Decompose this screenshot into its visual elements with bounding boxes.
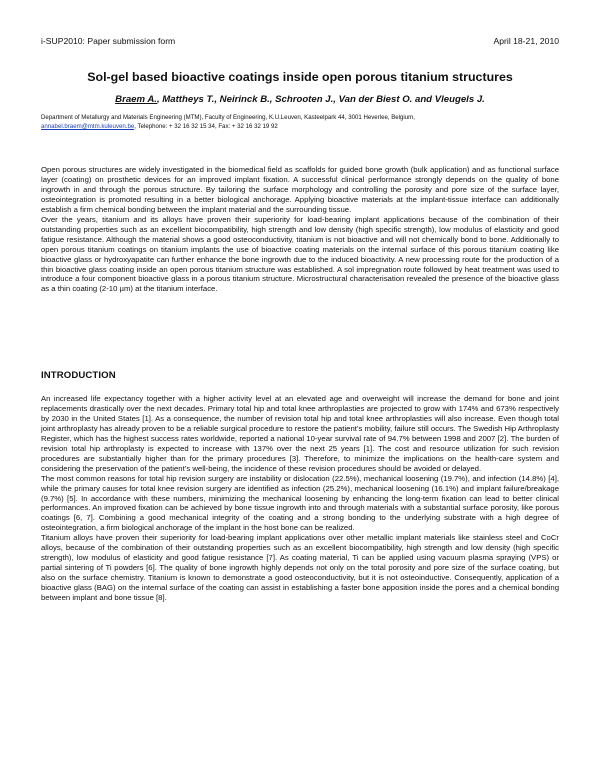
section-heading-introduction: INTRODUCTION bbox=[41, 370, 116, 381]
affiliation bbox=[41, 114, 561, 131]
introduction-body bbox=[41, 394, 559, 603]
affiliation-contact: , Telephone: + 32 16 32 15 34, Fax: + 32 16 32 19 92 bbox=[134, 122, 278, 130]
presenting-author: Braem A. bbox=[115, 94, 157, 105]
header-date: April 18-21, 2010 bbox=[493, 36, 559, 46]
affiliation-address: Department of Metallurgy and Materials Engineering (MTM), Faculty of Engineering, K.U.Leuven, Kasteelpark 44, 3001 Heverlee, Belgium, bbox=[41, 114, 415, 121]
abstract-paragraph: Over the years, titanium and its alloys have proven their superiority for load-bearing implant applications because of the combination of their outstanding properties such as an excellent biocompatibility, high strength and low density (high specific strength), low modulus of elasticity and good fatigue resistance. Although the material shows a good osteoconductivity, titanium is not bioactive and will not chemically bond to bone. Additionally to open porous titanium coatings on titanium implants the use of bioactive coating materials on the internal surface of this porous titanium coating like bioactive glass or hydroxyapatite can further enhance the bone ingrowth due to the induced bioactivity. A new processing route for the production of a thin bioactive glass coating inside an open porous titanium structure was established. A sol impregnation route followed by heat treatment was used to introduce a four component bioactive glass in a porous titanium structure. Microstructural characterisation revealed the presence of the bioactive glass as a thin coating (2-10 µm) at the titanium interface. bbox=[41, 214, 559, 294]
paper-title: Sol-gel based bioactive coatings inside open porous titanium structures bbox=[87, 70, 513, 84]
header-conference: i-SUP2010: Paper submission form bbox=[41, 36, 176, 46]
body-paragraph: An increased life expectancy together with a higher activity level at an elevated age and overweight will increase the demand for bone and joint replacements drastically over the next decades. Primary total hip and total knee arthroplasties are projected to grow with 174% and 673% respectively by 2030 in the United States [1]. As a consequence, the number of revision total hip and total knee arthroplasties will also increase. Even though total joint arthroplasty has already proven to be a reliable surgical procedure to restore the patient’s mobility, failure still occurs. The Swedish Hip Arthroplasty Register, which has the highest success rates worldwide, reported a national 10-year survival rate of 94.7% between 1998 and 2007 [2]. The burden of revision total hip arthroplasty is expected to increase with 137% over the next 25 years [1]. The cost and resource utilization for such revision procedures are substantially higher than for the primary procedures [3]. Therefore, to minimize the implications on the health-care system and considering the preservation of the patient’s well-being, the incidence of these revision procedures should be avoided or delayed. bbox=[41, 394, 559, 473]
author-list bbox=[0, 94, 600, 106]
email-link[interactable]: annabel.braem@mtm.kuleuven.be bbox=[41, 122, 135, 130]
body-paragraph: The most common reasons for total hip revision surgery are instability or dislocation (22.5%), mechanical loosening (19.7%), and infection (14.8%) [4], while the primary causes for total knee revision surgery are identified as infection (25.2%), mechanical loosening (16.1%) and implant failure/breakage (9.7%) [5]. In accordance with these numbers, minimizing the mechanical loosening by enhancing the long-term fixation can lead to better clinical performances. An improved fixation can be achieved by bone tissue ingrowth into and through materials with a substantial surface porosity, like porous coatings [6, 7]. Combining a good mechanical integrity of the coating and a strong bonding to the underlying substrate with a high degree of osteointegration, a firm biological anchorage of the implant in the host bone can be realized. bbox=[41, 473, 559, 533]
abstract-paragraph: Open porous structures are widely investigated in the biomedical field as scaffolds for guided bone growth (bulk application) and as functional surface layer (coating) on prosthetic devices for an improved implant fixation. A successful clinical performance strongly depends on the quality of bone ingrowth in and through the porous structure. By tailoring the surface morphology and controlling the porosity and pore size of the surface layer, osteointegration is promoted resulting in a better biological anchorage. Applying bioactive materials at the implant-tissue interface can additionally establish a firm chemical bonding between the implant material and the surrounding tissue. bbox=[41, 165, 559, 214]
co-authors: , Mattheys T., Neirinck B., Schrooten J., Van der Biest O. and Vleugels J. bbox=[156, 94, 485, 105]
abstract bbox=[41, 165, 559, 294]
body-paragraph: Titanium alloys have proven their superiority for load-bearing implant applications over other metallic implant materials like stainless steel and CoCr alloys, because of the combination of their outstanding properties such as an excellent biocompatibility, high strength and low density (high specific strength), low modulus of elasticity and good fatigue resistance [7]. As coating material, Ti can be applied using vacuum plasma spraying (VPS) or partial sintering of Ti powders [6]. The quality of bone ingrowth highly depends not only on the total porosity and pore size of the surface coating, but also on the surface chemistry. Titanium is known to demonstrate a good osteoconductivity, but it is not osteoinductive. Consequently, application of a bioactive glass (BAG) on the internal surface of the coating can assist in establishing a faster bone apposition inside the pores and a chemical bonding between implant and bone tissue [8]. bbox=[41, 533, 559, 603]
